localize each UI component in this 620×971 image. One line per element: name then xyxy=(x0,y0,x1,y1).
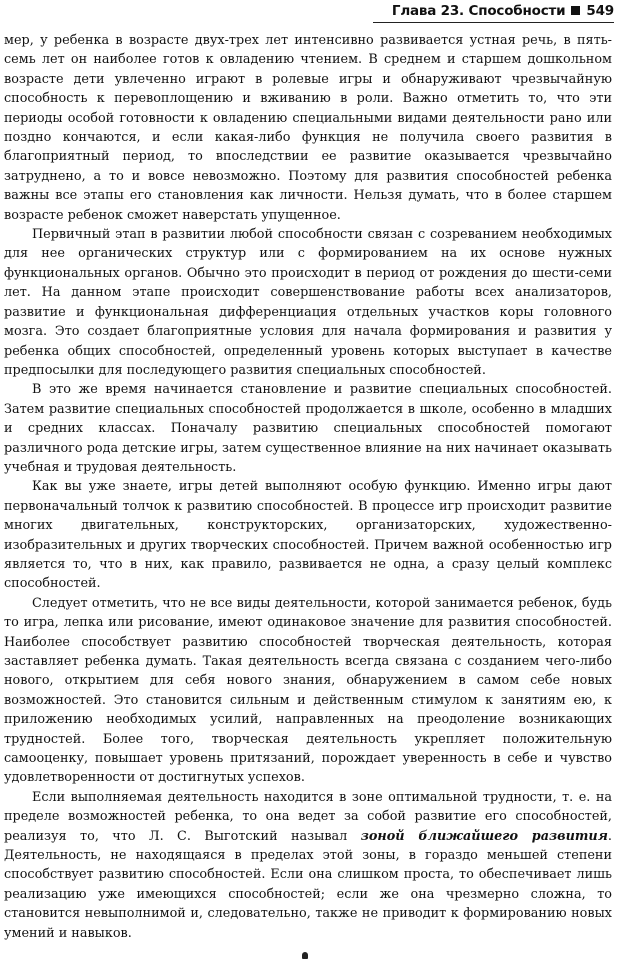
page-number: 549 xyxy=(586,3,614,19)
emphasis-term: зоной ближайшего развития xyxy=(360,828,608,844)
paragraph-6-end: . Деятельность, не находящаяся в пределах этой зоны, в гораздо меньшей степени способствует развитию способностей. Если она слишком проста, то обеспечивает лишь реализацию уже имеющихся способностей; если же она чрезмерно сложна, то становится невыполнимой и, следовательно, также не приводит к формированию новых умений и навыков. xyxy=(4,828,612,941)
chapter-title: Глава 23. Способности xyxy=(391,3,566,19)
paragraph-2: Первичный этап в развитии любой способности связан с созреванием необходимых для нее органических структур или с формированием на их основе нужных функциональных органов. Обычно это происходит в период от рождения до шести-семи лет. На данном этапе происходит совершенствование работы всех анализаторов, развитие и функциональная дифференциация отдельных участков коры головного мозга. Это создает благоприятные условия для начала формирования и развития у ребенка общих способностей, определенный уровень которых выступает в качестве предпосылки для последующего развития специальных способностей. xyxy=(4,227,612,378)
paragraph-3: В это же время начинается становление и развитие специальных способностей. Затем развитие специальных способностей продолжается в школе, особенно в младших и средних классах. Поначалу развитию специальных способностей помогают различного рода детские игры, затем существенное влияние на них начинает оказывать учебная и трудовая деятельность. xyxy=(4,382,612,475)
paragraph-6-start: Если выполняемая деятельность находится в зоне оптимальной трудности, т. е. на пределе возможностей ребенка, то она ведет за собой развитие его способностей, реализуя то, что Л. С. Выготский называл xyxy=(4,789,612,844)
header-rule xyxy=(373,22,614,23)
body-text xyxy=(4,31,612,943)
paragraph-6 xyxy=(4,788,612,943)
paragraph-1: мер, у ребенка в возрасте двух-трех лет интенсивно развивается устная речь, в пять-семь лет он наиболее готов к овладению чтением. В среднем и старшем дошкольном возрасте дети увлеченно играют в ролевые игры и обнаруживают чрезвычайную способность к перевоплощению и вживанию в роли. Важно отметить то, что эти периоды особой готовности к овладению специальными видами деятельности рано или поздно кончаются, и если какая-либо функция не получила своего развития в благоприятный период, то впоследствии ее развитие оказывается чрезвычайно затруднено, а то и вовсе невозможно. Поэтому для развития способностей ребенка важны все этапы его становления как личности. Нельзя думать, что в более старшем возрасте ребенок сможет наверстать упущенное. xyxy=(4,33,612,223)
running-head xyxy=(392,3,614,19)
square-separator-icon xyxy=(571,6,580,15)
paragraph-4: Как вы уже знаете, игры детей выполняют особую функцию. Именно игры дают первоначальный толчок к развитию способностей. В процессе игр происходит развитие многих двигательных, конструкторских, организаторских, художественно-изобразительных и других творческих способностей. Причем важной особенностью игр является то, что в них, как правило, развивается не одна, а сразу целый комплекс способностей. xyxy=(4,479,612,592)
footer-mark-icon xyxy=(302,952,308,959)
paragraph-5: Следует отметить, что не все виды деятельности, которой занимается ребенок, будь то игра, лепка или рисование, имеют одинаковое значение для развития способностей. Наиболее способствует развитию способностей творческая деятельность, которая заставляет ребенка думать. Такая деятельность всегда связана с созданием чего-либо нового, открытием для себя нового знания, обнаружением в самом себе новых возможностей. Это становится сильным и действенным стимулом к занятиям ею, к приложению необходимых усилий, направленных на преодоление возникающих трудностей. Более того, творческая деятельность укрепляет положительную самооценку, повышает уровень притязаний, порождает уверенность в себе и чувство удовлетворенности от достигнутых успехов. xyxy=(4,595,612,786)
